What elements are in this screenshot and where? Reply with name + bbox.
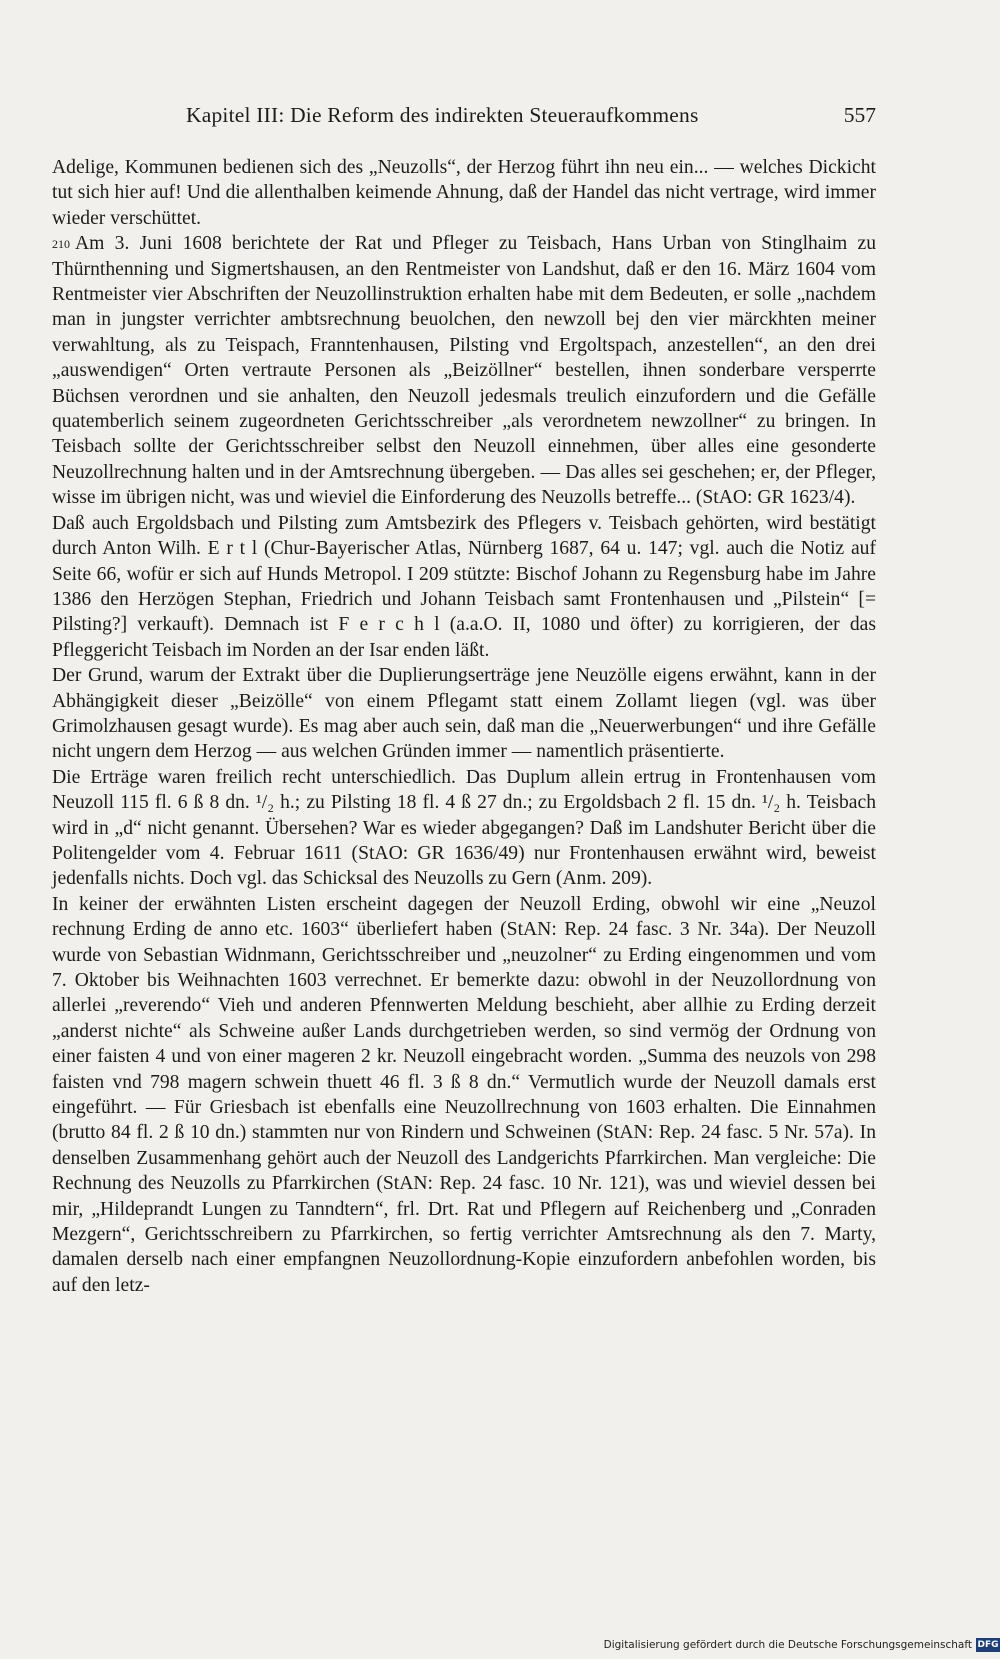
footnote-210 — [52, 231, 876, 510]
paragraph: Die Erträge waren freilich recht unterschiedlich. Das Duplum allein ertrug in Frontenhausen vom Neuzoll 115 fl. 6 ß 8 dn. ¹/₂ h.; zu Pilsting 18 fl. 4 ß 27 dn.; zu Ergoldsbach 2 fl. 15 dn. ¹/₂ h. Teisbach wird in „d“ nicht genannt. Übersehen? War es wieder abgegangen? Daß im Landshuter Bericht über die Politengelder vom 4. Februar 1611 (StAO: GR 1636/49) nur Frontenhausen erwähnt wird, beweist jedenfalls nichts. Doch vgl. das Schicksal des Neuzolls zu Gern (Anm. 209). — [52, 766, 876, 890]
running-header — [186, 100, 876, 130]
paragraph: Der Grund, warum der Extrakt über die Duplierungserträge jene Neuzölle eigens erwähnt, kann in der Abhängigkeit dieser „Beizölle“ von einem Pflegamt statt einem Zollamt liegen (vgl. was über Grimolzhausen gesagt wurde). Es mag aber auch sein, daß man die „Neuerwerbungen“ und ihre Gefälle nicht ungern dem Herzog — aus welchen Gründen immer — namentlich präsentierte. — [52, 665, 876, 763]
chapter-title: Kapitel III: Die Reform des indirekten Steueraufkommens — [186, 103, 699, 127]
digitization-footer — [604, 1637, 1000, 1653]
footnote-text: Am 3. Juni 1608 berichtete der Rat und Pfleger zu Teisbach, Hans Urban von Stinglhaim zu Thürnthenning und Sigmertshausen, an den Rentmeister von Landshut, daß er den 16. März 1604 vom Rentmeister vier Abschriften der Neuzollinstruktion erhalten habe mit dem Bedeuten, er solle „nachdem man in jungster verrichter ambtsrechnung beuolchen, den newzoll bej den vier märckhten meiner verwahltung, als zu Teispach, Franntenhausen, Pilsting vnd Ergoltspach, anzestellen“, an den drei „auswendigen“ Orten vertraute Personen als „Beizöllner“ bestellen, ihnen sonderbare versperrte Büchsen verordnen und sie anhalten, den Neuzoll jedesmals treulich einzufordern und die Gefälle quatemberlich seinem zugeordneten Gerichtsschreiber „als verordnetem newzollner“ zu bringen. In Teisbach sollte der Gerichtsschreiber selbst den Neuzoll einnehmen, über alles eine gesonderte Neuzollrechnung halten und in der Amtsrechnung übergeben. — Das alles sei geschehen; er, der Pfleger, wisse im übrigen nicht, was und wieviel die Einforderung des Neuzolls betreffe... (StAO: GR 1623/4). — [52, 233, 876, 509]
footnote-number: 210 — [52, 237, 70, 252]
dfg-logo: DFG — [977, 1640, 999, 1650]
paragraph: Daß auch Ergoldsbach und Pilsting zum Amtsbezirk des Pflegers v. Teisbach gehörten, wird bestätigt durch Anton Wilh. E r t l (Chur-Bayerischer Atlas, Nürnberg 1687, 64 u. 147; vgl. auch die Notiz auf Seite 66, wofür er sich auf Hunds Metropol. I 209 stützte: Bischof Johann zu Regensburg habe im Jahre 1386 den Herzögen Stephan, Friedrich und Johann Teisbach samt Frontenhausen und „Pilstein“ [= Pilsting?] verkauft). Demnach ist F e r c h l (a.a.O. II, 1080 und öfter) zu korrigieren, der das Pfleggericht Teisbach im Norden an der Isar enden läßt. — [52, 512, 876, 661]
paragraph: In keiner der erwähnten Listen erscheint dagegen der Neuzoll Erding, obwohl wir eine „Neuzol rechnung Erding de anno etc. 1603“ überliefert haben (StAN: Rep. 24 fasc. 3 Nr. 34a). Der Neuzoll wurde von Sebastian Widnmann, Gerichtsschreiber und „neuzolner“ zu Erding eingenommen und vom 7. Oktober bis Weihnachten 1603 verrechnet. Er bemerkte dazu: obwohl in der Neuzollordnung von allerlei „reverendo“ Vieh und anderen Pfennwerten Meldung beschieht, aber allhie zu Erding derzeit „anderst nichte“ als Schweine außer Lands durchgetrieben werden, so sind vermög der Ordnung von einer faisten 4 und von einer mageren 2 kr. Neuzoll eingebracht worden. „Summa des neuzols von 298 faisten vnd 798 magern schwein thuett 46 fl. 3 ß 8 dn.“ Vermutlich wurde der Neuzoll damals erst eingeführt. — Für Griesbach ist ebenfalls eine Neuzollrechnung von 1603 erhalten. Die Einnahmen (brutto 84 fl. 2 ß 10 dn.) stammten nur von Rindern und Schweinen (StAN: Rep. 24 fasc. 5 Nr. 57a). In denselben Zusammenhang gehört auch der Neuzoll des Landgerichts Pfarrkirchen. Man vergleiche: Die Rechnung des Neuzolls zu Pfarrkirchen (StAN: Rep. 24 fasc. 10 Nr. 121), was und wieviel dessen bei mir, „Hildeprandt Lungen zu Tanndtern“, frl. Drt. Rat und Pflegern auf Reichenberg und „Conraden Mezgern“, Gerichtsschreibern zu Pfarrkirchen, so fertig verrichter Amtsrechnung als den 7. Marty, damalen derselb nach einer empfangnen Neuzollordnung-Kopie einzufordern anbefohlen worden, bis auf den letz- — [52, 893, 876, 1296]
page-number: 557 — [843, 103, 876, 127]
body-text — [52, 155, 876, 1298]
footer-text: Digitalisierung gefördert durch die Deutsche Forschungsgemeinschaft — [603, 1639, 972, 1651]
paragraph: Adelige, Kommunen bedienen sich des „Neuzolls“, der Herzog führt ihn neu ein... — welches Dickicht tut sich hier auf! Und die allenthalben keimende Ahnung, daß der Handel das nicht vertrage, wird immer wieder verschüttet. — [52, 157, 876, 229]
